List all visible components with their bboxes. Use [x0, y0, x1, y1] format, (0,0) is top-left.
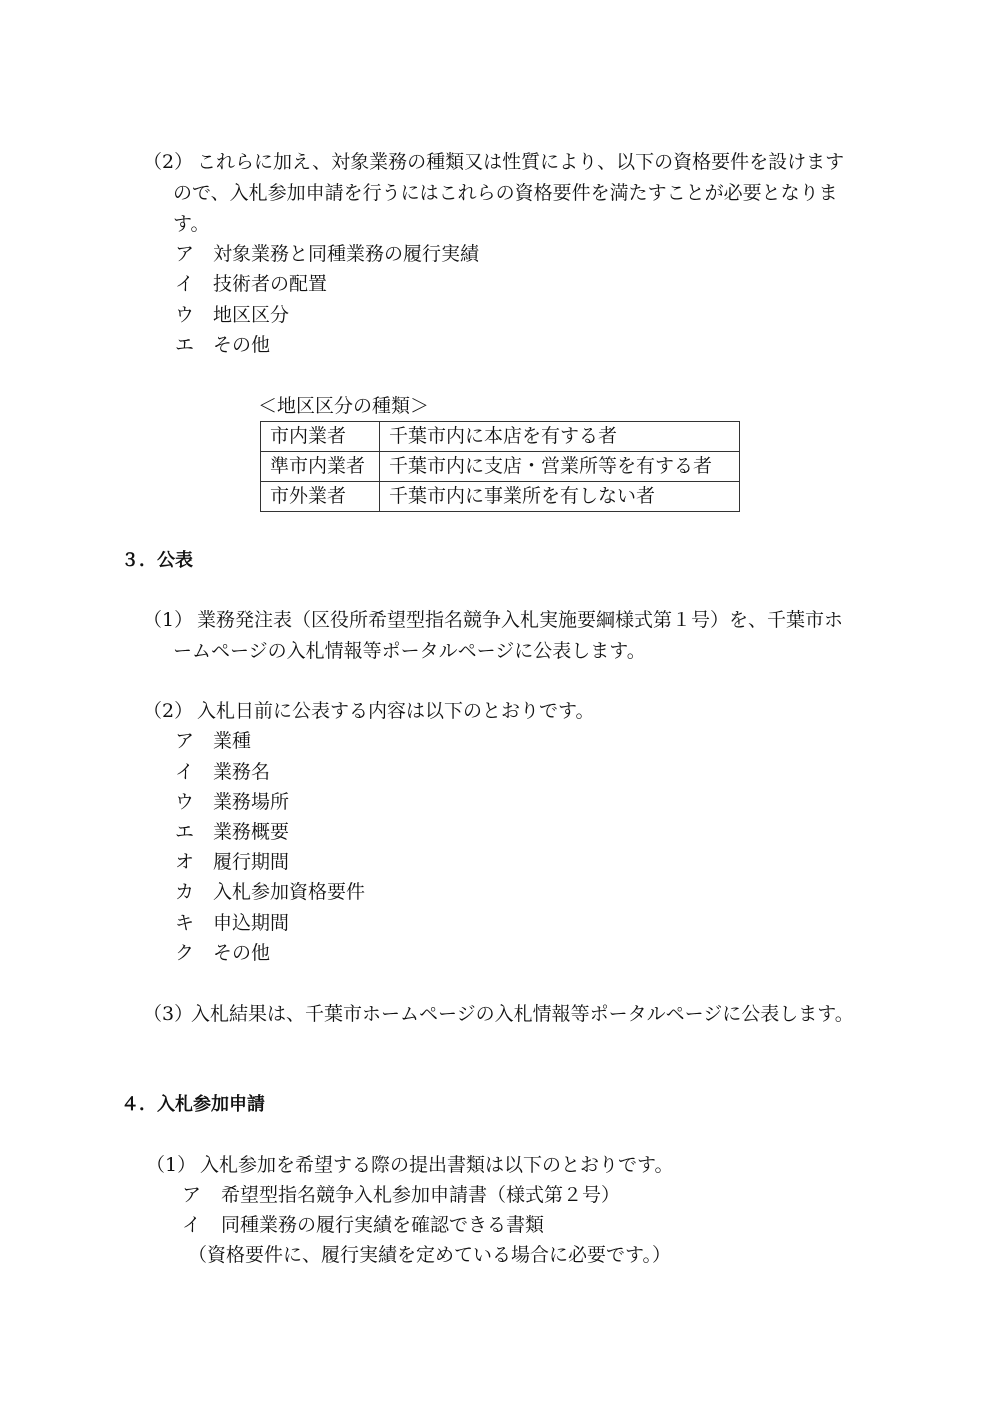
subitem-marker: ク [175, 942, 195, 964]
subitem-text: その他 [213, 334, 271, 356]
subitem-marker: エ [175, 821, 195, 843]
subitem-text: 入札参加資格要件 [213, 881, 366, 903]
subitem-marker: キ [175, 912, 195, 934]
subitem-marker: ア [175, 730, 195, 752]
table-cell-description: 千葉市内に本店を有する者 [380, 422, 740, 452]
table-cell-description: 千葉市内に事業所を有しない者 [380, 482, 740, 512]
item-3-text: 入札結果は、千葉市ホームページの入札情報等ポータルページに公表します。 [191, 1003, 854, 1025]
subitem-text: 技術者の配置 [213, 273, 328, 295]
item-3-marker: （3） [143, 1003, 194, 1025]
section-3-heading: ３．公表 [121, 550, 193, 571]
table-cell-category: 市外業者 [261, 482, 380, 512]
subitem-marker: カ [175, 881, 195, 903]
item-1-line-2: ームページの入札情報等ポータルページに公表します。 [173, 640, 646, 662]
item-1-marker: （1） [146, 1154, 197, 1176]
subitem-marker: オ [175, 851, 195, 873]
table-row [261, 422, 740, 452]
subitem-text: 業務場所 [213, 791, 290, 813]
subitem-marker: イ [175, 761, 195, 783]
subitem-marker: ア [175, 243, 195, 265]
item-1-note: （資格要件に、履行実績を定めている場合に必要です。） [188, 1244, 671, 1266]
section-4-heading: ４．入札参加申請 [121, 1094, 265, 1115]
item-1-line-1: 業務発注表（区役所希望型指名競争入札実施要綱様式第１号）を、千葉市ホ [197, 609, 844, 631]
item-1-marker: （1） [143, 609, 194, 631]
subitem-marker: ア [182, 1184, 202, 1206]
table-cell-category: 準市内業者 [261, 452, 380, 482]
subitem-marker: イ [182, 1214, 202, 1236]
table-row [261, 452, 740, 482]
subitem-text: 地区区分 [213, 304, 290, 326]
table-cell-description: 千葉市内に支店・営業所等を有する者 [380, 452, 740, 482]
table-row [261, 482, 740, 512]
item-2-text: 入札日前に公表する内容は以下のとおりです。 [197, 700, 595, 722]
item-1-text: 入札参加を希望する際の提出書類は以下のとおりです。 [200, 1154, 674, 1176]
table-cell-category: 市内業者 [261, 422, 380, 452]
item-2-line-1: これらに加え、対象業務の種類又は性質により、以下の資格要件を設けます [197, 151, 845, 173]
subitem-text: その他 [213, 942, 271, 964]
subitem-marker: エ [175, 334, 195, 356]
item-2-line-3: す。 [173, 213, 210, 235]
subitem-text: 業務名 [213, 761, 271, 783]
item-2-line-2: ので、入札参加申請を行うにはこれらの資格要件を満たすことが必要となりま [173, 182, 838, 204]
subitem-text: 業務概要 [213, 821, 290, 843]
subitem-text: 申込期間 [213, 912, 290, 934]
subitem-text: 業種 [213, 730, 252, 752]
subitem-marker: ウ [175, 791, 195, 813]
subitem-text: 履行期間 [213, 851, 290, 873]
item-2-marker: （2） [143, 151, 194, 173]
region-table-title: ＜地区区分の種類＞ [258, 395, 430, 417]
subitem-marker: ウ [175, 304, 195, 326]
subitem-marker: イ [175, 273, 195, 295]
item-2-marker: （2） [143, 700, 194, 722]
subitem-text: 同種業務の履行実績を確認できる書類 [221, 1214, 545, 1236]
subitem-text: 希望型指名競争入札参加申請書（様式第２号） [221, 1184, 621, 1206]
subitem-text: 対象業務と同種業務の履行実績 [213, 243, 480, 265]
region-table [260, 421, 740, 512]
